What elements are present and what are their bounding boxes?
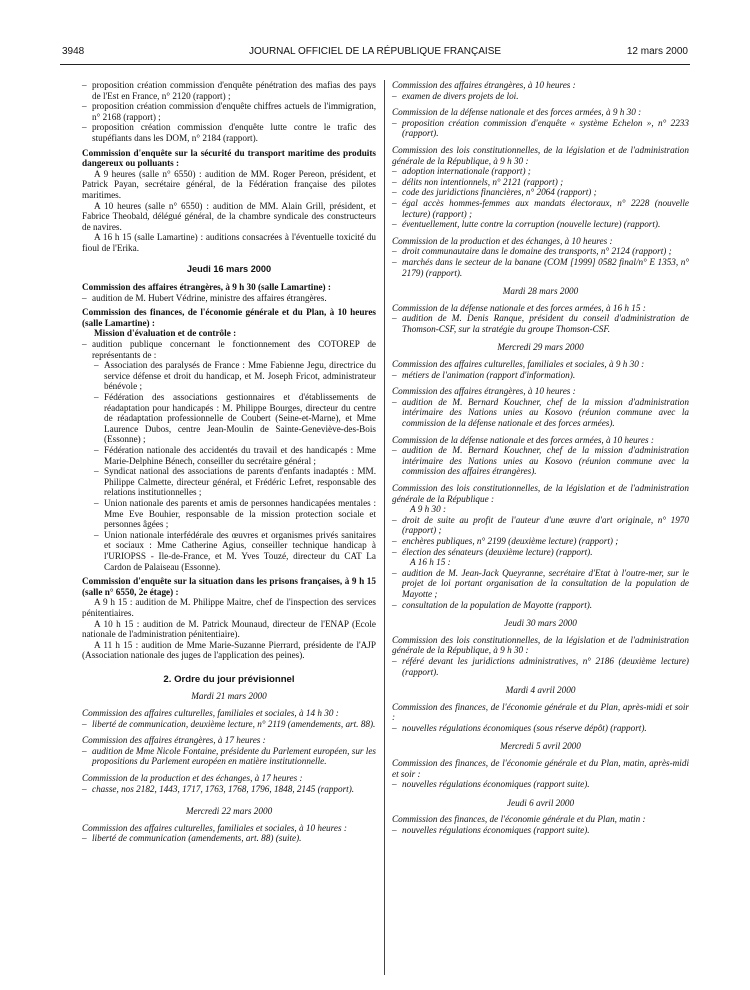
agenda-entry-heading: Commission des finances, de l'économie générale et du Plan, matin : [392, 814, 646, 825]
agenda-entry-heading: Commission des affaires étrangères, à 10 heures : [392, 80, 576, 90]
agenda-entry-list [392, 825, 689, 836]
hour-label: A 16 h 15 : [410, 557, 451, 568]
list-item: – nouvelles régulations économiques (rapport suite). [392, 825, 689, 836]
list-item: – audition de M. Hubert Védrine, ministre des affaires étrangères. [82, 293, 376, 304]
date-heading: Mardi 28 mars 2000 [502, 286, 579, 297]
agenda-entry-list [82, 719, 376, 730]
agenda-entry-heading: Commission de la défense nationale et des forces armées, à 10 heures : [392, 434, 654, 445]
agenda-entry-heading: Commission de la défense nationale et des forces armées, à 9 h 30 : [392, 107, 642, 118]
agenda-entry-heading: Commission des affaires culturelles, familiales et sociales, à 14 h 30 : [82, 708, 339, 719]
journal-title: JOURNAL OFFICIEL DE LA RÉPUBLIQUE FRANÇAISE [248, 46, 502, 57]
paragraph: A 9 h 15 : audition de M. Philippe Maitre, chef de l'inspection des services pénitentiaires. [82, 597, 376, 618]
agenda-entry-heading: Commission des lois constitutionnelles, de la législation et de l'administration générale de la République, à 9 h 30 : [392, 634, 689, 656]
list-item: – proposition création commission d'enquête chiffres actuels de l'immigration, n° 2168 (rapport) ; [82, 101, 376, 122]
date-heading: Mercredi 22 mars 2000 [185, 806, 273, 817]
list-item: – droit communautaire dans le domaine des transports, n° 2124 (rapport) ; [392, 246, 689, 257]
list-item: – Association des paralysés de France : Mme Fabienne Jegu, directrice du service défense et droit du handicap, et M. Joseph Fricot, administrateur bénévole ; [82, 360, 376, 392]
list-item: – Fédération nationale des accidentés du travail et des handicapés : Mme Marie-Delphine Bénech, conseiller du secrétaire général ; [82, 445, 376, 466]
list-item: – nouvelles régulations économiques (rapport suite). [392, 779, 689, 790]
left-column [82, 80, 376, 844]
page-header [62, 46, 688, 64]
transport-heading: Commission d'enquête sur la sécurité du transport maritime des produits dangereux ou polluants : [82, 147, 376, 169]
agenda-entry-heading: Commission de la production et des échanges, à 10 heures : [392, 235, 613, 246]
paragraph: A 10 h 15 : audition de M. Patrick Mounaud, directeur de l'ENAP (Ecole nationale de l'administration pénitentiaire). [82, 618, 376, 640]
list-item: – audition publique concernant le fonctionnement des COTOREP de représentants de : [82, 339, 376, 360]
list-item: – liberté de communication (amendements, art. 88) (suite). [82, 833, 376, 844]
list-item: – nouvelles régulations économiques (sous réserve dépôt) (rapport). [392, 723, 689, 734]
page-number: 3948 [62, 46, 85, 57]
agenda-entry-heading: Commission des affaires étrangères, à 10 heures : [392, 386, 576, 397]
list-item: – marchés dans le secteur de la banane (COM [1999] 0582 final/n° E 1353, n° 2179) (rapport). [392, 257, 689, 278]
header-rule [60, 64, 690, 65]
agenda-entry-list [392, 779, 689, 790]
list-item: – consultation de la population de Mayotte (rapport). [392, 600, 689, 611]
paragraph: A 10 heures (salle n° 6550) : audition de MM. Alain Grill, président, et Fabrice Theobald, délégué général, de la chambre syndicale des constructeurs de navires. [82, 200, 376, 232]
list-item: – métiers de l'animation (rapport d'information). [392, 370, 689, 381]
section-title: 2. Ordre du jour prévisionnel [163, 673, 295, 685]
agenda-entry-list [82, 833, 376, 844]
agenda-entry-heading: Commission des lois constitutionnelles, de la législation et de l'administration générale de la République, à 9 h 30 : [392, 144, 689, 166]
agenda-entry-list [82, 746, 376, 767]
agenda-entry-list [392, 656, 689, 677]
list-item: – Fédération des associations gestionnaires et d'établissements de réadaptation pour handicapés : M. Philippe Bourges, directeur du centre de réadaptation professionnelle de Coubert (Seine-et-Marne), et Mme Laurence Dubos, centre Jean-Moulin de Sainte-Geneviève-des-Bois (Essonne) ; [82, 392, 376, 445]
mission-heading: Mission d'évaluation et de contrôle : [94, 328, 237, 339]
date-heading: Jeudi 6 avril 2000 [506, 797, 575, 808]
date-heading: Jeudi 30 mars 2000 [504, 618, 577, 629]
prisons-heading: Commission d'enquête sur la situation dans les prisons françaises, à 9 h 15 (salle n° 6550, 2e étage) : [82, 576, 376, 597]
agenda-entry-heading: Commission des affaires culturelles, familiales et sociales, à 9 h 30 : [392, 359, 645, 370]
list-item: – chasse, nos 2182, 1443, 1717, 1763, 1768, 1796, 1848, 2145 (rapport). [82, 784, 376, 795]
agenda-entry-list [392, 166, 689, 230]
list-item: – liberté de communication, deuxième lecture, n° 2119 (amendements, art. 88). [82, 719, 376, 730]
column-divider [384, 80, 385, 975]
agenda-entry-heading: Commission de la défense nationale et des forces armées, à 16 h 15 : [392, 302, 646, 313]
list-item: – Union nationale des parents et amis de personnes handicapées mentales : Mme Eve Bouhier, responsable de la mission protection sociale et personnes âgées ; [82, 498, 376, 530]
date-heading: Mardi 21 mars 2000 [191, 691, 267, 702]
paragraph: A 11 h 15 : audition de Mme Marie-Suzanne Pierrard, présidente de l'AJP (Association nationale des juges de l'application des peines). [82, 639, 376, 661]
agenda-entry-list [392, 723, 689, 734]
finances-heading: Commission des finances, de l'économie générale et du Plan, à 10 heures (salle Lamartine) : [82, 307, 376, 328]
agenda-entry-heading: Commission des finances, de l'économie générale et du Plan, matin, après-midi et soir : [392, 758, 689, 779]
intro-list [82, 80, 376, 144]
date-heading: Jeudi 16 mars 2000 [186, 263, 272, 274]
agenda-entry-list [392, 313, 689, 334]
list-item: – élection des sénateurs (deuxième lecture) (rapport). [392, 547, 689, 558]
agenda-entry-heading: Commission des lois constitutionnelles, de la législation et de l'administration générale de la République : [392, 483, 689, 504]
list-item: – audition de M. Denis Ranque, président du conseil d'administration de Thomson-CSF, sur la stratégie du groupe Thomson-CSF. [392, 313, 689, 334]
list-item: – adoption internationale (rapport) ; [392, 166, 689, 177]
paragraph: A 9 heures (salle n° 6550) : audition de MM. Roger Pereon, président, et Patrick Payan, secrétaire général, de la Fédération française des pilotes maritimes. [82, 168, 376, 200]
affaires-list [82, 293, 376, 304]
issue-date: 12 mars 2000 [626, 46, 688, 57]
mission-sublist [82, 360, 376, 572]
list-item: – audition de M. Bernard Kouchner, chef de la mission d'administration intérimaire des Nations unies au Kosovo (réunion commune avec la commission des affaires étrangères). [392, 445, 689, 477]
date-heading: Mardi 4 avril 2000 [505, 685, 576, 696]
list-item: – référé devant les juridictions administratives, n° 2186 (deuxième lecture) (rapport). [392, 656, 689, 677]
agenda-entry-list [392, 246, 689, 278]
date-heading: Mercredi 29 mars 2000 [497, 342, 584, 353]
list-item: – proposition création commission d'enquête pénétration des mafias des pays de l'Est en France, n° 2120 (rapport) ; [82, 80, 376, 101]
agenda-entry-heading: Commission des finances, de l'économie générale et du Plan, après-midi et soir : [392, 701, 689, 723]
agenda-entry-list [392, 370, 689, 381]
list-item: – Syndicat national des associations de parents d'enfants inadaptés : MM. Philippe Calmette, directeur général, et Frédéric Lefret, responsable des relations institutionnelles ; [82, 466, 376, 498]
agenda-entry-heading: Commission de la production et des échanges, à 17 heures : [82, 773, 303, 784]
list-item: – proposition création commission d'enquête lutte contre le trafic des stupéfiants dans les DOM, n° 2184 (rapport). [82, 122, 376, 143]
mission-list [82, 339, 376, 360]
paragraph: A 16 h 15 (salle Lamartine) : auditions consacrées à l'éventuelle toxicité du fioul de l'Erika. [82, 232, 376, 253]
list-item: – Union nationale interfédérale des œuvres et organismes privés sanitaires et sociaux : Mme Catherine Agius, conseiller technique handicap à l'URIOPSS - Ile-de-France, et M. Yves Touzé, directeur du CAT La Cardon de Palaiseau (Essonne). [82, 530, 376, 572]
list-item: – audition de M. Bernard Kouchner, chef de la mission d'administration intérimaire des Nations unies au Kosovo (réunion commune avec la commission de la défense nationale et des forces armées). [392, 397, 689, 429]
hour-label: A 9 h 30 : [410, 504, 447, 515]
agenda-entry-list [392, 397, 689, 429]
list-item: – enchères publiques, n° 2199 (deuxième lecture) (rapport) ; [392, 536, 689, 547]
list-item: – proposition création commission d'enquête « système Echelon », n° 2233 (rapport). [392, 118, 689, 139]
agenda-entry-list [392, 568, 689, 610]
agenda-entry-heading: Commission des affaires culturelles, familiales et sociales, à 10 heures : [82, 822, 347, 833]
list-item: – droit de suite au profit de l'auteur d'une œuvre d'art originale, n° 1970 (rapport) ; [392, 515, 689, 536]
agenda-entry-list [392, 515, 689, 557]
date-heading: Mercredi 5 avril 2000 [500, 741, 581, 752]
list-item: – délits non intentionnels, n° 2121 (rapport) ; [392, 177, 689, 188]
right-column [392, 80, 689, 836]
affaires-heading: Commission des affaires étrangères, à 9 h 30 (salle Lamartine) : [82, 282, 331, 293]
agenda-entry-list [82, 784, 376, 795]
list-item: – examen de divers projets de loi. [392, 91, 689, 102]
list-item: – égal accès hommes-femmes aux mandats électoraux, n° 2228 (nouvelle lecture) (rapport) ; [392, 198, 689, 219]
agenda-entry-list [392, 91, 689, 102]
list-item: – audition de M. Jean-Jack Queyranne, secrétaire d'Etat à l'outre-mer, sur le projet de loi portant organisation de la consultation de la population de Mayotte ; [392, 568, 689, 600]
list-item: – code des juridictions financières, n° 2064 (rapport) ; [392, 187, 689, 198]
list-item: – audition de Mme Nicole Fontaine, présidente du Parlement européen, sur les propositions du Parlement européen en matière institutionnelle. [82, 746, 376, 767]
list-item: – éventuellement, lutte contre la corruption (nouvelle lecture) (rapport). [392, 219, 689, 230]
agenda-entry-heading: Commission des affaires étrangères, à 17 heures : [82, 735, 266, 746]
agenda-entry-list [392, 118, 689, 139]
agenda-entry-list [392, 445, 689, 477]
